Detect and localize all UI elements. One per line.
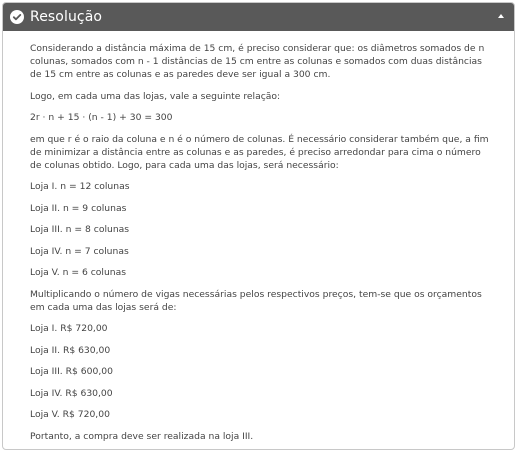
check-circle-icon <box>10 10 24 24</box>
resolution-panel <box>2 2 515 450</box>
list-item: Loja I. R$ 720,00 <box>30 323 108 334</box>
list-item: Loja III. n = 8 colunas <box>30 224 130 235</box>
panel-body <box>3 31 492 443</box>
list-item: Loja IV. n = 7 colunas <box>30 245 129 257</box>
panel-title: Resolução <box>30 9 103 25</box>
paragraph-multiply: Multiplicando o número de vigas necessárias pelos respectivos preços, tem-se que os orçamentos em cada uma das lojas será de: <box>30 288 482 313</box>
list-item: Loja II. R$ 630,00 <box>30 344 111 356</box>
list-item: Loja IV. R$ 630,00 <box>30 387 113 399</box>
paragraph-relation: Logo, em cada uma das lojas, vale a seguinte relação: <box>30 90 281 102</box>
paragraph-equation: 2r · n + 15 · (n - 1) + 30 = 300 <box>30 112 173 123</box>
caret-up-icon[interactable] <box>498 14 504 18</box>
list-item: Loja V. R$ 720,00 <box>30 409 110 420</box>
panel-header[interactable] <box>3 3 514 31</box>
paragraph-explanation: em que r é o raio da coluna e n é o número de colunas. É necessário considerar também que, a fim de minimizar a distância entre as colunas e as paredes, é preciso arredondar para cima o número de colunas obtido. Logo, para cada uma das lojas, será necessário: <box>30 133 489 171</box>
list-item: Loja III. R$ 600,00 <box>30 366 113 377</box>
paragraph-conclusion: Portanto, a compra deve ser realizada na loja III. <box>30 430 254 442</box>
list-item: Loja I. n = 12 colunas <box>30 181 130 192</box>
list-item: Loja II. n = 9 colunas <box>30 202 127 214</box>
paragraph-intro: Considerando a distância máxima de 15 cm, é preciso considerar que: os diâmetros somados de n colunas, somados com n - 1 distâncias de 15 cm entre as colunas e somados com duas distâncias de 15 cm entre as colunas e as paredes deve ser igual a 300 cm. <box>30 43 485 80</box>
list-item: Loja V. n = 6 colunas <box>30 267 127 278</box>
